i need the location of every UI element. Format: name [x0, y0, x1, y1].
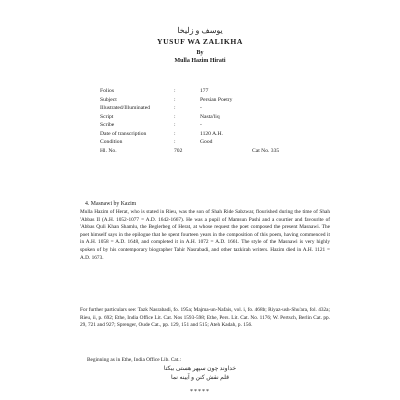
- metadata-row: [100, 87, 300, 96]
- references-paragraph: For further particulars see: Tazk Nasrabadi, fo. 195a; Majma-un-Nafais, vol. i, fo. 468b; Riyaz-ush-Shu'ara, fol. 432a; Rieu, ii, p. 692; Ethe, India Office Lit. Cat. Nos 1593-598; Ethe, Pers. Lit. Cat. No. 1176; W. Pertsch, Berlin Cat. pp. 29, 721 and 927; Sprenger, Oude Cat., pp. 129, 151 and 515; Ateh Kadah, p. 156.: [80, 307, 330, 329]
- metadata-label: Hl. No.: [100, 147, 117, 154]
- metadata-label: Scribe: [100, 122, 115, 128]
- section-heading: 4. Masnawi by Kazim: [85, 201, 137, 207]
- by-label: By: [196, 50, 204, 56]
- metadata-label: Condition: [100, 139, 123, 145]
- metadata-colon: :: [174, 96, 176, 103]
- metadata-label: Date of transcription: [100, 130, 147, 137]
- metadata-label: Folios: [100, 88, 114, 94]
- metadata-row: [100, 104, 300, 113]
- metadata-value: 1120 A.H.: [200, 130, 223, 137]
- metadata-value: Nasta'liq: [200, 113, 220, 120]
- metadata-row: [100, 130, 300, 139]
- metadata-label: Subject: [100, 96, 117, 103]
- metadata-value: -: [200, 105, 202, 111]
- metadata-value: Good: [200, 139, 213, 145]
- metadata-row: [100, 96, 300, 105]
- metadata-colon: :: [174, 105, 176, 111]
- metadata-value: 177: [200, 88, 209, 94]
- metadata-value: Persian Poetry: [200, 96, 233, 103]
- metadata-label: Illustrated/Illuminated: [100, 105, 151, 111]
- metadata-colon: :: [174, 88, 176, 94]
- main-title: YUSUF WA ZALIKHA: [157, 37, 243, 46]
- end-mark: *****: [190, 389, 210, 395]
- metadata-row: [100, 113, 300, 122]
- metadata-row: [100, 138, 300, 147]
- author-name: Mulla Hazim Hirati: [174, 58, 226, 64]
- metadata-colon: :: [174, 113, 176, 120]
- metadata-row: [100, 121, 300, 130]
- beginning-note: Beginning as in Ethe, India Office Lib. Cat.:: [87, 357, 182, 363]
- metadata-colon: :: [174, 122, 176, 128]
- arabic-title: یوسف و زلیخا: [177, 26, 223, 35]
- metadata-colon: 702: [174, 147, 183, 154]
- metadata-colon: :: [174, 130, 176, 137]
- metadata-colon: :: [174, 139, 176, 145]
- metadata-label: Script: [100, 113, 114, 120]
- verse-line: قلم نقش کنن و آیینه نما: [171, 375, 229, 381]
- metadata-table: [100, 87, 300, 155]
- body-paragraph: Mulla Hazim of Herat, who is stated in Rieu, was the son of Shah Ride Sabzwar, flourished during the time of Shah 'Abbas II (A.H. 1052-1077 = A.D. 1642-1667). He was a pupil of Mamsun Pashi and a courtier and favourite of 'Abbas Quli Khan Shamlu, the Beglerbeg of Herat, at whose request the poet composed the present Masnawi. The poet himself says in the epilogue that he spent fourteen years in the composition of this poem, having commenced it in A.H. 1058 = A.D. 1648, and completed it in A.H. 1072 = A.D. 1661. The style of the Masnawi is very highly spoken of by his contemporary biographer Tahir Nasrabadi, and other tazkirah writers. Hazim died in A.H. 1121 = A.D. 1673.: [80, 209, 330, 261]
- verse-line: خداوند چون سپهر هستی بیکتا: [163, 366, 237, 372]
- metadata-value: -: [200, 122, 202, 128]
- metadata-extra: Cat No. 335: [252, 147, 280, 154]
- metadata-row: [100, 147, 300, 156]
